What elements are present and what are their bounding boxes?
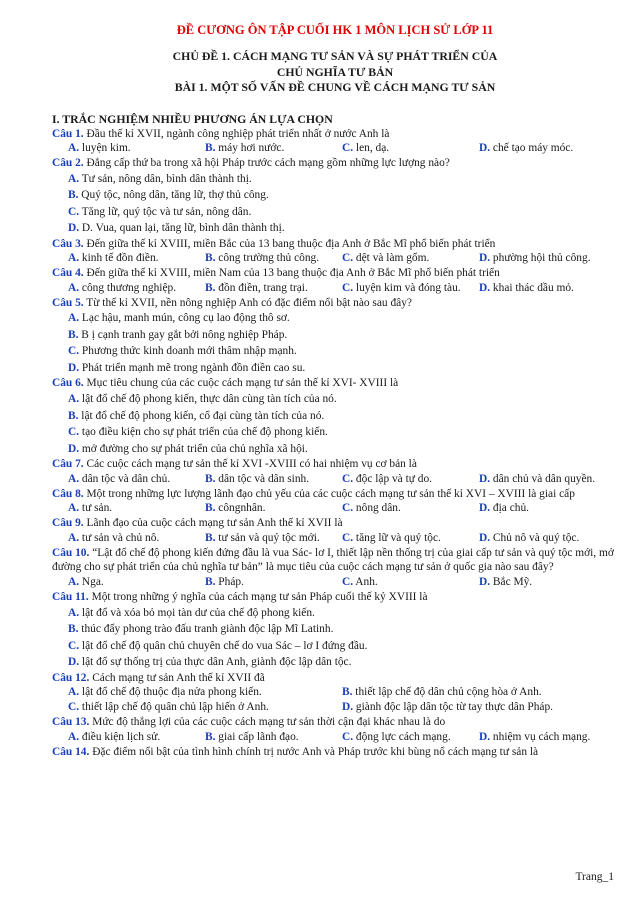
option-letter: C. xyxy=(342,252,354,265)
answer-option xyxy=(68,686,262,698)
answer-option xyxy=(342,473,432,485)
options-line xyxy=(52,327,618,344)
option-text: côngnhân. xyxy=(215,502,266,515)
option-text: thúc đẩy phong trào đấu tranh giành độc lập Mĩ Latinh. xyxy=(78,623,334,636)
option-letter: A. xyxy=(68,312,80,325)
answer-option xyxy=(479,532,579,544)
question-stem xyxy=(52,546,618,575)
question-text: Các cuộc cách mạng tư sản thế kỉ XVI -XVIII có hai nhiệm vụ cơ bản là xyxy=(83,458,417,471)
option-text: Pháp. xyxy=(215,576,244,589)
question-number: Câu 7. xyxy=(52,458,84,471)
answer-option xyxy=(479,252,591,264)
answer-option xyxy=(205,142,284,154)
option-letter: D. xyxy=(479,730,491,743)
options-line xyxy=(52,171,618,188)
question-stem xyxy=(52,516,618,531)
option-text: len, dạ. xyxy=(353,142,390,155)
option-letter: B. xyxy=(205,502,216,515)
option-letter: C. xyxy=(342,502,354,515)
options-row xyxy=(52,730,618,745)
question-text: Đầu thế kỉ XVII, ngành công nghiệp phát triển nhất ở nước Anh là xyxy=(83,127,390,140)
option-letter: B. xyxy=(205,472,216,485)
answer-option xyxy=(479,731,590,743)
option-text: chế tạo máy móc. xyxy=(490,142,574,155)
option-text: lật đổ sự thống trị của thực dân Anh, giành độc lập dân tộc. xyxy=(79,656,352,669)
option-text: lật đổ và xóa bỏ mọi tàn dư của chế độ phong kiến. xyxy=(79,606,315,619)
answer-option xyxy=(205,576,244,588)
answer-option xyxy=(205,252,319,264)
answer-option xyxy=(205,532,320,544)
option-text: Tư sản, nông dân, bình dân thành thị. xyxy=(79,172,252,185)
option-text: tăng lữ và quý tộc. xyxy=(353,531,441,544)
answer-option xyxy=(68,607,315,619)
page-number: Trang_1 xyxy=(575,871,614,883)
option-text: nhiệm vụ cách mạng. xyxy=(490,730,591,743)
option-text: dân chủ và dân quyền. xyxy=(490,472,596,485)
options-row xyxy=(52,531,618,546)
options-line xyxy=(52,360,618,377)
answer-option xyxy=(342,701,553,713)
option-letter: B. xyxy=(205,252,216,265)
options-row xyxy=(52,501,618,516)
options-line xyxy=(52,220,618,237)
option-letter: B. xyxy=(68,328,79,341)
answer-option xyxy=(68,312,290,324)
option-text: thiết lập chế độ dân chủ cộng hòa ở Anh. xyxy=(352,686,542,699)
options-line xyxy=(52,605,618,622)
question-stem xyxy=(52,266,618,281)
answer-option xyxy=(68,142,131,154)
option-letter: B. xyxy=(205,730,216,743)
option-letter: D. xyxy=(479,142,491,155)
answer-option xyxy=(342,576,378,588)
answer-option xyxy=(68,701,269,713)
option-text: tư sản và quý tộc mới. xyxy=(215,531,320,544)
question-number: Câu 1. xyxy=(52,127,84,140)
options-line xyxy=(52,310,618,327)
option-text: độc lập và tự do. xyxy=(353,472,433,485)
option-text: tư sản và chủ nô. xyxy=(79,531,160,544)
option-letter: D. xyxy=(479,472,491,485)
question-text: Đến giữa thế kỉ XVIII, miền Bắc của 13 bang thuộc địa Anh ở Bắc Mĩ phổ biến phát triển xyxy=(83,237,496,250)
option-text: luyện kim và đóng tàu. xyxy=(353,281,461,294)
question-stem xyxy=(52,376,618,391)
option-letter: D. xyxy=(342,701,354,714)
answer-option xyxy=(68,640,367,652)
option-text: đồn điền, trang trại. xyxy=(215,281,308,294)
option-letter: B. xyxy=(68,623,79,636)
question-number: Câu 10. xyxy=(52,546,90,559)
question-number: Câu 14. xyxy=(52,745,90,758)
option-text: Quý tộc, nông dân, tăng lữ, thợ thủ công. xyxy=(78,189,269,202)
answer-option xyxy=(342,282,461,294)
question-number: Câu 12. xyxy=(52,671,90,684)
option-letter: A. xyxy=(68,472,80,485)
option-text: lật đổ chế độ phong kiến, cổ đại cùng tàn tích của nó. xyxy=(78,409,325,422)
options-line xyxy=(52,408,618,425)
option-text: B ị cạnh tranh gay gắt bởi nông nghiệp Pháp. xyxy=(78,328,288,341)
option-letter: B. xyxy=(205,531,216,544)
answer-option xyxy=(68,656,351,668)
option-letter: A. xyxy=(68,606,80,619)
option-text: điều kiện lịch sử. xyxy=(79,730,161,743)
answer-option xyxy=(68,473,170,485)
question-number: Câu 8. xyxy=(52,487,84,500)
option-text: máy hơi nước. xyxy=(215,142,285,155)
question-stem xyxy=(52,590,618,605)
option-text: Lạc hậu, manh mún, công cụ lao động thô sơ. xyxy=(79,312,290,325)
answer-option xyxy=(342,142,389,154)
option-text: địa chủ. xyxy=(490,502,529,515)
question-text: Lãnh đạo của cuộc cách mạng tư sản Anh thế kỉ XVII là xyxy=(83,517,343,530)
question-stem xyxy=(52,156,618,171)
answer-option xyxy=(205,282,308,294)
option-text: Nga. xyxy=(79,576,104,589)
option-letter: C. xyxy=(342,576,354,589)
chapter-title-line-1: CHỦ ĐỀ 1. CÁCH MẠNG TƯ SẢN VÀ SỰ PHÁT TRIỂN CỦA xyxy=(172,49,498,63)
answer-option xyxy=(68,426,328,438)
option-letter: C. xyxy=(68,205,80,218)
question-number: Câu 3. xyxy=(52,237,84,250)
option-text: thiết lập chế độ quân chủ lập hiến ở Anh. xyxy=(79,701,269,714)
option-text: công trường thủ công. xyxy=(215,252,320,265)
option-letter: C. xyxy=(68,345,80,358)
option-letter: A. xyxy=(68,502,80,515)
question-number: Câu 6. xyxy=(52,377,84,390)
options-row xyxy=(52,281,618,296)
option-letter: B. xyxy=(68,409,79,422)
option-letter: C. xyxy=(342,730,354,743)
options-row xyxy=(52,141,618,156)
option-letter: A. xyxy=(68,576,80,589)
option-text: giai cấp lãnh đạo. xyxy=(215,730,299,743)
answer-option xyxy=(479,502,529,514)
option-letter: D. xyxy=(479,252,491,265)
answer-option xyxy=(479,142,573,154)
options-row xyxy=(52,575,618,590)
options-line xyxy=(52,638,618,655)
question-text: Đẳng cấp thứ ba trong xã hội Pháp trước cách mạng gồm những lực lượng nào? xyxy=(83,157,450,170)
answer-option xyxy=(205,731,299,743)
option-text: công thương nghiệp. xyxy=(79,281,177,294)
option-letter: D. xyxy=(68,442,80,455)
section-title: I. TRẮC NGHIỆM NHIỀU PHƯƠNG ÁN LỰA CHỌN xyxy=(52,111,333,126)
options-line xyxy=(52,343,618,360)
answer-option xyxy=(342,532,441,544)
question-stem xyxy=(52,237,618,252)
question-text: Một trong những ý nghĩa của cách mạng tư sản Pháp cuối thế kỷ XVIII là xyxy=(88,591,428,604)
options-line xyxy=(52,424,618,441)
question-number: Câu 2. xyxy=(52,157,84,170)
answer-option xyxy=(205,473,309,485)
question-stem xyxy=(52,671,618,686)
answer-option xyxy=(479,576,532,588)
answer-option xyxy=(68,393,337,405)
option-letter: D. xyxy=(479,531,491,544)
answer-option xyxy=(68,252,159,264)
question-number: Câu 11. xyxy=(52,591,89,604)
question-list xyxy=(52,127,618,760)
option-text: D. Vua, quan lại, tăng lữ, bình dân thành thị. xyxy=(79,222,285,235)
option-text: Tăng lữ, quý tộc và tư sản, nông dân. xyxy=(79,205,252,218)
answer-option xyxy=(68,443,308,455)
option-letter: A. xyxy=(68,730,80,743)
option-text: Anh. xyxy=(353,576,378,589)
question-number: Câu 13. xyxy=(52,716,90,729)
answer-option xyxy=(68,502,112,514)
option-letter: B. xyxy=(342,686,353,699)
answer-option xyxy=(68,282,176,294)
answer-option xyxy=(68,345,297,357)
options-row xyxy=(52,472,618,487)
options-line xyxy=(52,391,618,408)
option-letter: C. xyxy=(342,472,354,485)
option-letter: D. xyxy=(68,361,80,374)
document-page xyxy=(52,22,618,759)
option-text: tư sản. xyxy=(79,502,113,515)
question-text: Mục tiêu chung của các cuộc cách mạng tư sản thế kỉ XVI- XVIII là xyxy=(83,377,399,390)
question-stem xyxy=(52,296,618,311)
option-letter: B. xyxy=(205,142,216,155)
answer-option xyxy=(68,362,305,374)
options-line xyxy=(52,187,618,204)
option-letter: D. xyxy=(68,656,80,669)
option-letter: A. xyxy=(68,252,80,265)
question-text: Mức độ thắng lợi của các cuộc cách mạng tư sản thời cận đại khác nhau là do xyxy=(89,716,446,729)
option-text: Phát triển mạnh mẽ trong ngành đồn điền cao su. xyxy=(79,361,306,374)
option-letter: A. xyxy=(68,686,80,699)
option-text: kinh tế đồn điền. xyxy=(79,252,159,265)
answer-option xyxy=(342,502,401,514)
option-text: lật đổ chế độ thuộc địa nửa phong kiến. xyxy=(79,686,262,699)
option-letter: D. xyxy=(479,281,491,294)
option-text: dệt và làm gốm. xyxy=(353,252,430,265)
option-letter: C. xyxy=(68,701,80,714)
options-row xyxy=(52,685,618,700)
option-letter: B. xyxy=(68,189,79,202)
answer-option xyxy=(342,731,451,743)
option-text: khai thác dầu mỏ. xyxy=(490,281,574,294)
chapter-title-line-2: CHỦ NGHĨA TƯ BẢN xyxy=(276,64,394,79)
answer-option xyxy=(479,473,595,485)
option-letter: A. xyxy=(68,142,80,155)
option-text: luyện kim. xyxy=(79,142,131,155)
option-text: Bắc Mỹ. xyxy=(490,576,533,589)
answer-option xyxy=(342,252,429,264)
option-letter: C. xyxy=(342,281,354,294)
question-text: Cách mạng tư sản Anh thế kỉ XVII đã xyxy=(89,671,265,684)
option-letter: C. xyxy=(68,426,80,439)
answer-option xyxy=(68,576,104,588)
question-stem xyxy=(52,745,618,760)
option-letter: A. xyxy=(68,531,80,544)
options-line xyxy=(52,204,618,221)
option-letter: B. xyxy=(205,281,216,294)
answer-option xyxy=(205,502,265,514)
option-letter: C. xyxy=(342,142,354,155)
option-text: mở đường cho sự phát triển của chủ nghĩa xã hội. xyxy=(79,442,308,455)
answer-option xyxy=(68,173,252,185)
answer-option xyxy=(68,532,159,544)
option-text: động lực cách mạng. xyxy=(353,730,451,743)
answer-option xyxy=(68,206,251,218)
option-text: nông dân. xyxy=(353,502,401,515)
option-letter: D. xyxy=(479,576,491,589)
answer-option xyxy=(68,731,160,743)
lesson-title: BÀI 1. MỘT SỐ VẤN ĐỀ CHUNG VỀ CÁCH MẠNG TƯ SẢN xyxy=(174,80,496,94)
answer-option xyxy=(68,623,333,635)
question-text: Từ thế kỉ XVII, nền nông nghiệp Anh có đặc điểm nổi bật nào sau đây? xyxy=(83,296,412,309)
option-text: phường hội thủ công. xyxy=(490,252,591,265)
answer-option xyxy=(479,282,574,294)
option-text: dân tộc và dân chủ. xyxy=(79,472,171,485)
option-text: dân tộc và dân sinh. xyxy=(215,472,310,485)
options-line xyxy=(52,654,618,671)
options-line xyxy=(52,441,618,458)
question-text: Một trong những lực lượng lãnh đạo chủ yếu của các cuộc cách mạng tư sản thế kỉ XVI – XVIII là giai cấp xyxy=(83,487,575,500)
option-letter: A. xyxy=(68,393,80,406)
options-row xyxy=(52,700,618,715)
question-number: Câu 5. xyxy=(52,296,84,309)
option-text: giành độc lập dân tộc từ tay thực dân Pháp. xyxy=(353,701,554,714)
answer-option xyxy=(68,410,324,422)
answer-option xyxy=(68,329,287,341)
question-number: Câu 4. xyxy=(52,267,84,280)
options-row xyxy=(52,251,618,266)
question-stem xyxy=(52,715,618,730)
option-letter: D. xyxy=(479,502,491,515)
question-number: Câu 9. xyxy=(52,517,84,530)
question-text: “Lật đổ chế độ phong kiến đứng đầu là vua Sác- lơ I, thiết lập nền thống trị của giai cấp tư sản và quý tộc mới, mở đường cho sự phát triển của chủ nghĩa tư bản” là mục tiêu của cuộc cách mạng tư sản ở quốc gia nào sau đây? xyxy=(52,546,614,574)
option-letter: B. xyxy=(205,576,216,589)
option-text: tạo điều kiện cho sự phát triển của chế độ phong kiến. xyxy=(79,426,328,439)
option-text: lật đổ chế độ quân chủ chuyên chế do vua Sác – lơ I đứng đầu. xyxy=(79,639,368,652)
question-text: Đặc điểm nổi bật của tình hình chính trị nước Anh và Pháp trước khi bùng nổ cách mạng tư sản là xyxy=(89,745,539,758)
option-text: Phương thức kinh doanh mới thâm nhập mạnh. xyxy=(79,345,297,358)
document-title: ĐỀ CƯƠNG ÔN TẬP CUỐI HK 1 MÔN LỊCH SỬ LỚP 11 xyxy=(176,23,494,37)
option-text: lật đổ chế độ phong kiến, thực dân cùng tàn tích của nó. xyxy=(79,393,337,406)
option-letter: A. xyxy=(68,281,80,294)
option-letter: D. xyxy=(68,222,80,235)
options-line xyxy=(52,621,618,638)
option-letter: A. xyxy=(68,172,80,185)
answer-option xyxy=(342,686,542,698)
question-text: Đến giữa thế kỉ XVIII, miền Nam của 13 bang thuộc địa Anh ở Bắc Mĩ phổ biến phát triển xyxy=(83,267,500,280)
option-letter: C. xyxy=(342,531,354,544)
question-stem xyxy=(52,457,618,472)
question-stem xyxy=(52,127,618,142)
option-text: Chủ nô và quý tộc. xyxy=(490,531,580,544)
option-letter: C. xyxy=(68,639,80,652)
answer-option xyxy=(68,189,269,201)
answer-option xyxy=(68,222,285,234)
question-stem xyxy=(52,487,618,502)
